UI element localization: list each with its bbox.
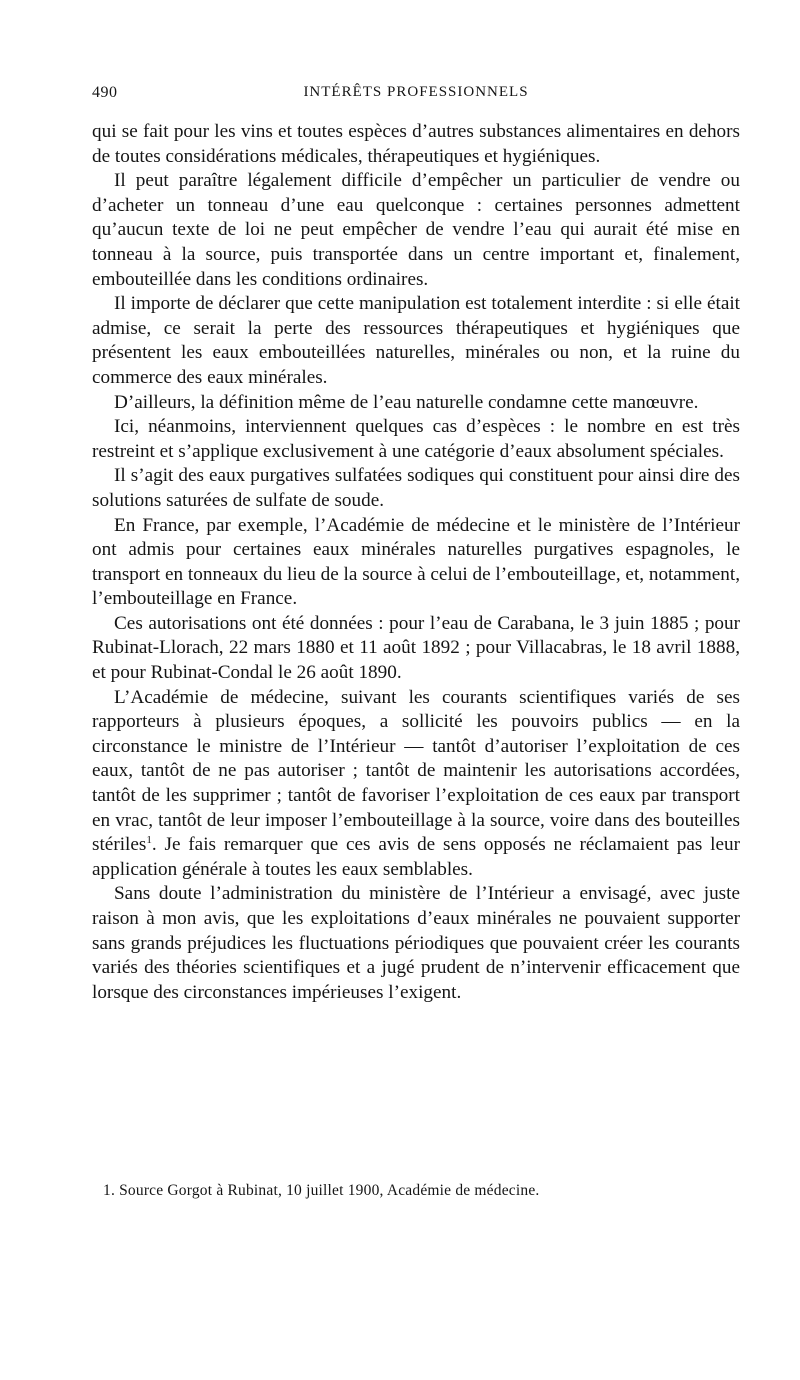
paragraph: D’ailleurs, la définition même de l’eau naturelle condamne cette manœuvre. [114,391,699,413]
paragraph: En France, par exemple, l’Académie de médecine et le ministère de l’Intérieur ont admis pour certaines eaux minérales naturelles purgatives espagnoles, le transport en tonneaux du lieu de la source à celui de l’embouteillage, et, notamment, l’embouteillage en France. [92,514,740,610]
paragraph: Ces autorisations ont été données : pour l’eau de Carabana, le 3 juin 1885 ; pour Rubinat-Llorach, 22 mars 1880 et 11 août 1892 ; pour Villacabras, le 18 avril 1888, et pour Rubinat-Condal le 26 août 1890. [92,612,740,684]
paragraph: Il peut paraître légalement difficile d’empêcher un particulier de vendre ou d’acheter un tonneau d’une eau quelconque : certaines personnes admettent qu’aucun texte de loi ne peut empêcher de vendre l’eau qui aurait été mise en tonneau à la source, puis transportée dans un centre important et, finalement, embouteillée dans les conditions ordinaires. [92,170,740,290]
paragraph: Il importe de déclarer que cette manipulation est totalement interdite : si elle était admise, ce serait la perte des ressources thérapeutiques et hygiéniques que présentent les eaux embouteillées naturelles, minérales ou non, et la ruine du commerce des eaux minérales. [92,293,740,388]
body-text [92,120,740,1005]
footnote-reference[interactable]: 1 [146,834,152,847]
paragraph-with-footnote [92,686,740,883]
paragraph: Ici, néanmoins, interviennent quelques cas d’espèces : le nombre en est très restreint et s’applique exclusivement à une catégorie d’eaux absolument spéciales. [92,416,740,462]
page-header [92,84,740,108]
paragraph-text: L’Académie de médecine, suivant les courants scientifiques variés de ses rapporteurs à plusieurs époques, a sollicité les pouvoirs publics — en la circonstance le ministre de l’Intérieur — tantôt d’autoriser l’exploitation de ces eaux, tantôt de ne pas autoriser ; tantôt de maintenir les autorisations accordées, tantôt de les supprimer ; tantôt de favoriser l’exploitation de ces eaux par transport en vrac, tantôt de leur imposer l’embouteillage à la source, voire dans des bouteilles stériles [92,686,740,856]
running-head: INTÉRÊTS PROFESSIONNELS [303,84,529,100]
paragraph: Sans doute l’administration du ministère de l’Intérieur a envisagé, avec juste raison à mon avis, que les exploitations d’eaux minérales ne pouvaient supporter sans grands préjudices les fluctuations périodiques que pouvaient créer les courants variés des théories scientifiques et a jugé prudent de n’intervenir efficacement que lorsque des circonstances impérieuses l’exigent. [92,883,740,1003]
page-number: 490 [92,84,118,101]
paragraph: qui se fait pour les vins et toutes espèces d’autres substances alimentaires en dehors de toutes considérations médicales, thérapeutiques et hygiéniques. [92,121,740,167]
footnote: 1. Source Gorgot à Rubinat, 10 juillet 1900, Académie de médecine. [103,1182,540,1199]
paragraph: Il s’agit des eaux purgatives sulfatées sodiques qui constituent pour ainsi dire des solutions saturées de sulfate de soude. [92,465,740,511]
paragraph-text-continued: . Je fais remarquer que ces avis de sens opposés ne réclamaient pas leur application générale à toutes les eaux semblables. [92,834,740,880]
